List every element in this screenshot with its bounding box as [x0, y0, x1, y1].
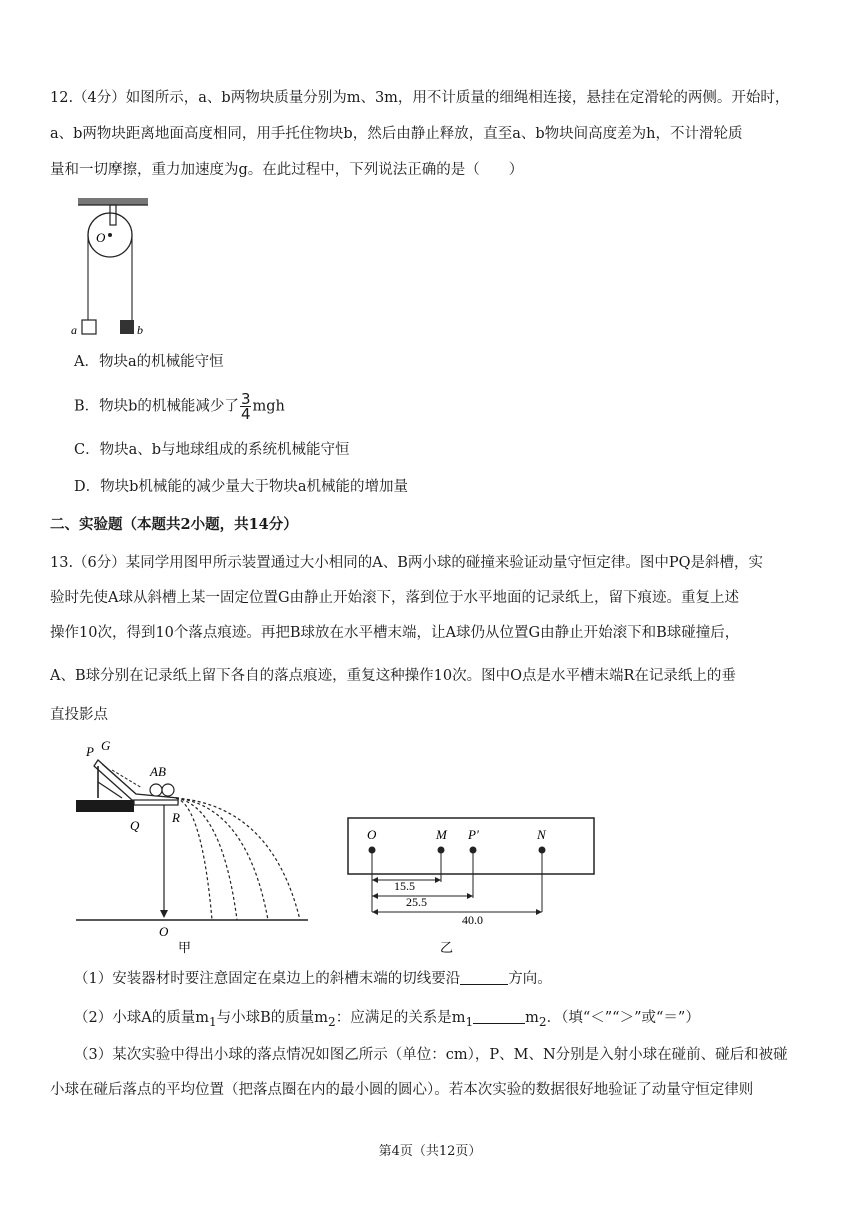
q12-option-a: A．物块a的机械能守恒 [74, 354, 224, 370]
q12-option-b-prefix: B．物块b的机械能减少了 [74, 398, 239, 415]
q13-text-line2: 验时先使A球从斜槽上某一固定位置G由静止开始滚下，落到位于水平地面的记录纸上，留下痕迹。重复上述 [50, 590, 740, 606]
dimension-op: 25.5 [406, 895, 427, 909]
label-g: G [101, 738, 111, 753]
pulley-label-o: O [96, 230, 106, 245]
subscript: 2 [538, 1014, 547, 1029]
q13-sub2-text-d: m [525, 1010, 539, 1026]
pulley-figure [68, 196, 158, 342]
q13-sub1 [74, 969, 552, 989]
ball-a [150, 784, 162, 796]
q13-text-line1: 13.（6分）某同学用图甲所示装置通过大小相同的A、B两小球的碰撞来验证动量守恒定律。图中PQ是斜槽，实 [50, 555, 764, 571]
q13-sub2-text-c: ：应满足的关系是m [335, 1010, 466, 1026]
answer-blank-1[interactable] [460, 970, 508, 985]
figure-yi-record-paper [340, 812, 600, 958]
point-m-label: M [436, 827, 447, 842]
q12-text-line3: 量和一切摩擦，重力加速度为g。在此过程中，下列说法正确的是（ ） [50, 162, 524, 178]
q13-text-line4: A、B球分别在记录纸上留下各自的落点痕迹，重复这种操作10次。图中O点是水平槽末端R在记录纸上的垂 [50, 668, 736, 684]
q12-option-b-suffix: mgh [252, 398, 285, 415]
block-b-label: b [137, 323, 143, 337]
point-n-label: N [537, 827, 546, 842]
label-o: O [159, 924, 169, 939]
trajectory-2 [176, 798, 237, 920]
ceiling [78, 198, 148, 205]
q12-text-line1: 12.（4分）如图所示，a、b两物块质量分别为m、3m，用不计质量的细绳相连接，悬挂在定滑轮的两侧。开始时， [50, 90, 790, 106]
label-q: Q [130, 818, 140, 833]
block-b [120, 320, 134, 334]
section-heading: 二、实验题（本题共2小题，共14分） [50, 516, 298, 533]
fraction-numerator: 3 [240, 390, 251, 408]
subscript: 1 [465, 1014, 474, 1029]
dimension-om: 15.5 [394, 879, 415, 893]
subscript: 1 [208, 1014, 217, 1029]
q13-sub3-line2: 小球在碰后落点的平均位置（把落点圈在内的最小圆的圆心）。若本次实验的数据很好地验证了动量守恒定律则 [50, 1082, 754, 1098]
caption-yi: 乙 [440, 940, 454, 955]
point-p-label: P′ [468, 827, 479, 842]
trajectory-3 [176, 798, 268, 920]
dimension-on: 40.0 [462, 913, 483, 927]
page-footer: 第4页（共12页） [378, 1144, 482, 1159]
ball-b [162, 784, 174, 796]
q13-sub2 [74, 1008, 700, 1032]
block-a-label: a [71, 323, 77, 337]
q12-option-d: D．物块b机械能的减少量大于物块a机械能的增加量 [74, 479, 409, 495]
q13-sub1-suffix: 方向。 [508, 971, 552, 987]
fraction-denominator: 4 [240, 405, 251, 423]
pulley-bracket [110, 205, 116, 225]
q13-sub1-text: （1）安装器材时要注意固定在桌边上的斜槽末端的切线要沿 [74, 971, 461, 987]
q13-sub3-line1: （3）某次实验中得出小球的落点情况如图乙所示（单位：cm），P、M、N分别是入射小球在碰前、碰后和被碰 [74, 1047, 788, 1063]
label-r: R [172, 810, 180, 825]
label-p: P [86, 744, 94, 759]
q13-text-line3: 操作10次，得到10个落点痕迹。再把B球放在水平槽末端，让A球仍从位置G由静止开始滚下和B球碰撞后， [50, 625, 740, 641]
answer-blank-2[interactable] [473, 1009, 525, 1024]
q12-text-line2: a、b两物块距离地面高度相同，用手托住物块b，然后由静止释放，直至a、b物块间高度差为h，不计滑轮质 [50, 126, 743, 142]
q13-sub2-text-a: （2）小球A的质量m [74, 1010, 209, 1026]
caption-jia: 甲 [178, 940, 192, 955]
subscript: 2 [328, 1014, 336, 1029]
trajectory-1 [176, 798, 212, 920]
fraction-three-quarters [240, 392, 252, 421]
q13-text-line5: 直投影点 [50, 707, 108, 723]
q12-option-c: C．物块a、b与地球组成的系统机械能守恒 [74, 442, 350, 458]
table-top [76, 800, 134, 812]
figure-jia-apparatus [72, 736, 312, 960]
trajectory-4 [176, 798, 300, 920]
q13-sub2-text-b: 与小球B的质量m [216, 1010, 329, 1026]
label-ab: AB [150, 764, 166, 779]
q12-option-b [74, 392, 285, 421]
block-a [82, 320, 96, 334]
point-o-label: O [367, 827, 377, 842]
q13-sub2-text-e: ．（填“＜”“＞”或“＝”） [546, 1010, 700, 1026]
